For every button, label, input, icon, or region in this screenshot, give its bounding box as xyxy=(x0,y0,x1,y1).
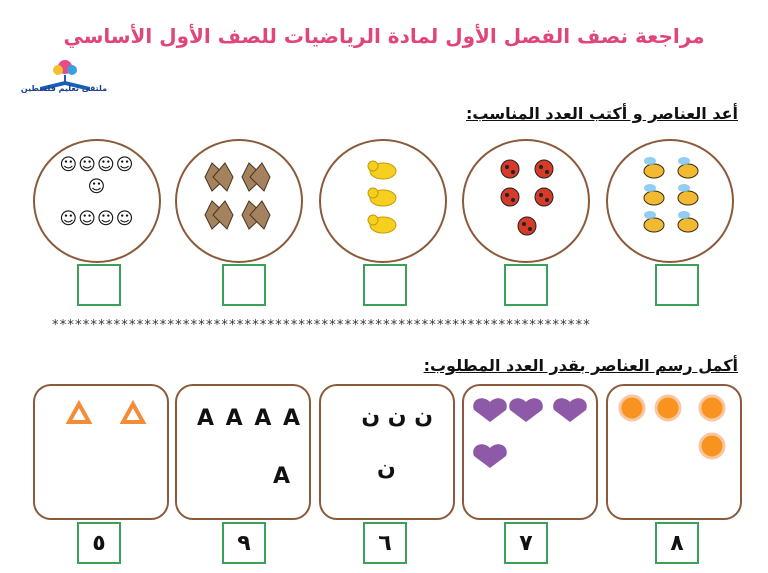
smiley-icon: ☺☺☺☺ xyxy=(59,155,135,175)
draw-box-hearts[interactable] xyxy=(462,384,598,520)
target-number: ٨ xyxy=(655,522,699,564)
target-number: ٧ xyxy=(504,522,548,564)
draw-box-triangles[interactable] xyxy=(33,384,169,520)
triangle-icon xyxy=(35,386,167,446)
draw-box-orange-dots[interactable] xyxy=(606,384,742,520)
count-circle-bees xyxy=(606,139,734,263)
target-number: ٦ xyxy=(363,522,407,564)
letters-row: A A A A xyxy=(197,406,303,431)
answer-box[interactable] xyxy=(504,264,548,306)
count-circle-birds xyxy=(319,139,447,263)
moth-icon xyxy=(177,141,301,261)
answer-box[interactable] xyxy=(363,264,407,306)
bee-icon xyxy=(608,141,732,261)
section1-instruction: أعد العناصر و أكتب العدد المناسب: xyxy=(466,104,738,123)
draw-box-letters-noon[interactable] xyxy=(319,384,455,520)
heart-icon xyxy=(464,386,596,518)
draw-box-letters-a[interactable] xyxy=(175,384,311,520)
answer-box[interactable] xyxy=(222,264,266,306)
answer-box[interactable] xyxy=(655,264,699,306)
count-circle-smileys xyxy=(33,139,161,263)
smiley-icon: ☺☺☺☺ xyxy=(59,209,135,229)
section2-instruction: أكمل رسم العناصر بقدر العدد المطلوب: xyxy=(423,356,738,375)
logo xyxy=(20,55,110,105)
letters-row: ن xyxy=(377,456,396,481)
letters-row: A xyxy=(273,464,291,489)
page-title: مراجعة نصف الفصل الأول لمادة الرياضيات للصف الأول الأساسي xyxy=(63,24,705,48)
answer-box[interactable] xyxy=(77,264,121,306)
target-number: ٥ xyxy=(77,522,121,564)
bird-icon xyxy=(321,141,445,261)
smiley-icon: ☺ xyxy=(87,177,107,197)
target-number: ٩ xyxy=(222,522,266,564)
letters-row: ن ن ن xyxy=(361,404,433,429)
ladybug-icon xyxy=(464,141,588,261)
logo-text: ملتقى تعليم فلسطين xyxy=(20,84,108,93)
count-circle-moths xyxy=(175,139,303,263)
orange-circle-icon xyxy=(608,386,740,518)
divider: ********************************************************************** xyxy=(52,318,591,333)
count-circle-ladybugs xyxy=(462,139,590,263)
